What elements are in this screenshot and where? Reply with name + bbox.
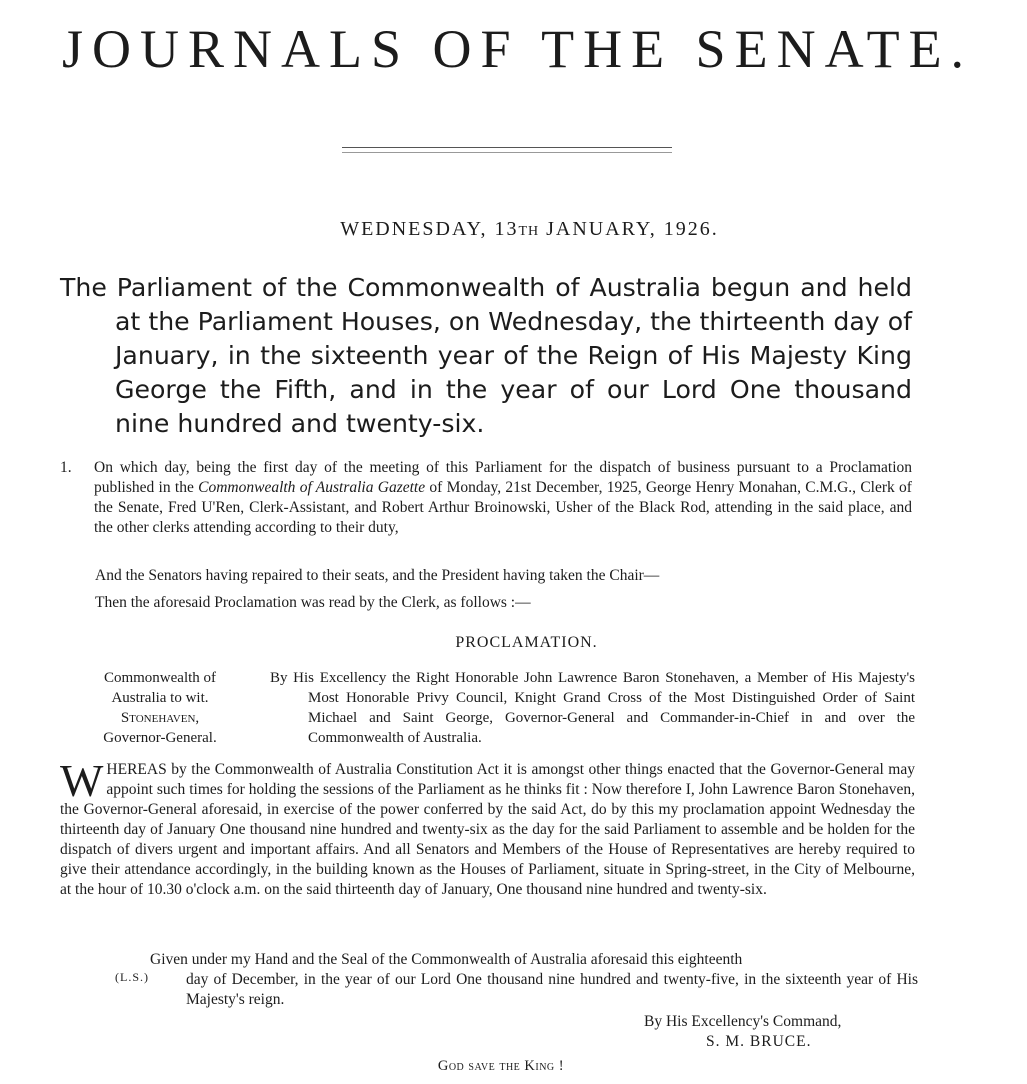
date-ordinal-suffix: TH — [518, 224, 540, 239]
given-continuation: day of December, in the year of our Lord One thousand nine hundred and twenty-five, in the sixteenth year of His Majesty's reign. — [186, 971, 918, 1008]
sidenote-line-1: Commonwealth of — [103, 670, 217, 686]
date-day: WEDNESDAY, 13 — [340, 218, 519, 240]
sitting-date — [0, 218, 1027, 241]
item-number: 1. — [60, 459, 72, 476]
drop-cap: W — [60, 755, 104, 806]
item-1-text-a: On which day, being the first day of the meeting of this Parliament for the dispatch of business pursuant to a Proclamation published in the — [94, 459, 912, 496]
proclamation-byline: By His Excellency the Right Honorable John Lawrence Baron Stonehaven, a Member of His Majesty's Most Honorable Privy Council, Knight Grand Cross of the Most Distinguished Order of Saint Michael and Saint George, Governor-General and Commander-in-Chief in and over the Commonwealth of Australia. — [270, 670, 915, 746]
god-save-the-king: God save the King ! — [437, 1058, 565, 1074]
item-1-text-b: of Monday, 21st December, 1925, George Henry Monahan, C.M.G., Clerk of the Senate, Fred U'Ren, Clerk-Assistant, and Robert Arthur Broinowski, Usher of the Black Rod, attending in the said place, and the other clerks attending according to their duty, — [94, 479, 912, 536]
sidenote-line-4: Governor-General. — [103, 730, 217, 746]
signatory: S. M. BRUCE. — [706, 1033, 812, 1050]
whereas-paragraph — [60, 755, 915, 900]
proclamation-read-line: Then the aforesaid Proclamation was read by the Clerk, as follows :— — [95, 594, 531, 611]
date-month-year: JANUARY, 1926. — [539, 218, 719, 240]
sidenote-line-2: Australia to wit. — [111, 690, 209, 706]
title-rule — [342, 147, 672, 148]
seal-mark: (L.S.) — [115, 970, 149, 984]
item-1-paragraph — [60, 458, 912, 538]
given-first-line: Given under my Hand and the Seal of the Commonwealth of Australia aforesaid this eighteenth — [150, 951, 743, 968]
sidenote-line-3: Stonehaven, — [120, 710, 200, 726]
given-under-hand — [150, 950, 918, 1010]
whereas-text: HEREAS by the Commonwealth of Australia Constitution Act it is amongst other things enacted that the Governor-General may appoint such times for holding the sessions of the Parliament as he thinks fit : Now therefore I, John Lawrence Baron Stonehaven, the Governor-General aforesaid, in exercise of the power conferred by the said Act, do by this my proclamation appoint Wednesday the thirteenth day of January One thousand nine hundred and twenty-six as the day for the said Parliament to assemble and be holden for the dispatch of divers urgent and important affairs. And all Senators and Members of the House of Representatives are hereby required to give their attendance accordingly, in the building known as the Houses of Parliament, situate in Spring-street, in the City of Melbourne, at the hour of 10.30 o'clock a.m. on the said thirteenth day of January, One thousand nine hundred and twenty-six. — [60, 761, 915, 898]
excellency-command: By His Excellency's Command, — [644, 1013, 842, 1030]
preamble: The Parliament of the Commonwealth of Australia begun and held at the Parliament Houses, on Wednesday, the thirteenth day of January, in the sixteenth year of the Reign of His Majesty King George the Fifth, and in the year of our Lord One thousand nine hundred and twenty-six. — [60, 273, 912, 438]
senators-seated-line: And the Senators having repaired to their seats, and the President having taken the Chair— — [95, 567, 660, 584]
proclamation-heading: PROCLAMATION. — [455, 634, 598, 651]
gazette-title: Commonwealth of Australia Gazette — [198, 479, 426, 496]
title-rule-lower — [342, 152, 672, 153]
proclamation-sidenote — [70, 668, 250, 748]
journal-title: JOURNALS OF THE SENATE. — [62, 19, 974, 79]
